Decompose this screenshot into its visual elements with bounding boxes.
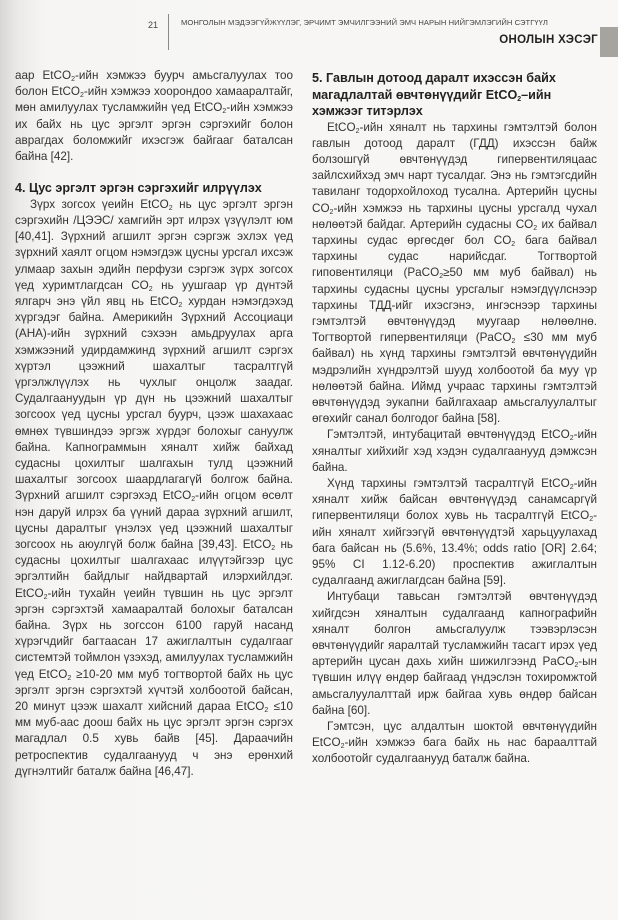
section-5-paragraph: Гэмтэлтэй, интубацитай өвчтөнүүдэд EtCO$_2$-ийн хяналтыг хийхийг хэд хэдэн судалгаанууд дэмжсэн байна. xyxy=(312,428,597,474)
section-title: ОНОЛЫН ХЭСЭГ xyxy=(499,34,598,46)
section-5-heading: 5. Гавлын дотоод даралт ихэссэн байх магадлалтай өвчтөнүүдийг EtCO$_2$–ийн хэмжээг титэрлэх xyxy=(312,71,556,118)
subscript: 2 xyxy=(355,127,360,135)
subscript: 2 xyxy=(178,301,183,309)
subscript: 2 xyxy=(589,516,594,524)
section-5-paragraph: EtCO$_2$-ийн хяналт нь тархины гэмтэлтэй болон гавлын дотоод даралт (ГДД) ихэссэн байж болзошгүй өвчтөнүүдэд гипервентиляцаас зайлсхийхэд эмч нарт тусалдаг. Энэ нь гэмтэгсдийн тавиланг тодорхойлоход тусална. Артерийн цусны $CO_2$-ийн хэмжээ нь тархины цусны урсгалд чухал нөлөөтэй байдаг. Артерийн судасны $CO_2$ их байвал тархины судас өргөсдөг бол $CO_2$ бага байвал тархины судас нарийсдаг. Тогтвортой гиповентиляци (PaCO$_2$≥50 мм муб байвал) нь тархины судасны цусны урсгалыг нэмэгдүүлснээр тархины ТДД-ийг ихэсгэнэ, ингэснээр тархины гэмтэлтэй өвчтөнүүдэд муугаар нөлөөлнө. Тогтвортой гипервентиляци (PaCO$_2$ ≤30 мм муб байвал) нь хүнд тархины гэмтэлтэй өвчтөнүүдийн мэдрэлийн хүндрэлтэй шууд холбоотой ба муу үр нөлөөтэй байна. Иймд учраас тархины гэмтэлтэй өвчтөнүүдэд эукапни байлгахаар амьсгалуулалтыг өгөхийг санал болгодог байна [58]. xyxy=(312,120,598,426)
subscript: 2 xyxy=(271,544,276,552)
subscript: 2 xyxy=(511,338,516,346)
subscript: 2 xyxy=(340,743,345,751)
header-divider xyxy=(168,14,169,50)
subscript: 2 xyxy=(80,92,84,100)
section-4-paragraph: Зүрх зогсох үеийн EtCO$_2$ нь цус эргэлт эргэн сэргэхийн /ЦЭЭС/ хамгийн эрт илрэх үзүүлэлт юм [40,41]. Зүрхний агшилт эргэн сэргэж эхлэх үед зүрхний хаялт огцом нэмэгдэж цусны урсгал ихсэж улмаар захын эдийн перфузи сэргэж зүрх зогсох үед хуримтлагдсан $CO_2$ нь уушгаар үр дүнтэй ялгарч энэ үйл явц нь EtCO$_2$ хурдан нэмэгдэхэд хүргэдэг байна. Америкийн Зүрхний Ассоциаци (АНА)-ийн зүрхний сэхээн амьдруулах арга хэмжээний удирдамжинд зүрхний агшилт сэргэх хүртэл цээжний шахалтыг тасралтгүй үргэлжлүүлэх нь чухлыг онцолж заадаг. Судалгаануудын үр дүн нь цээжний шахалтыг зогсоох үед цусны урсгал буурч, цээж шахахаас өмнөх түвшиндээ эргэж хүрдэг болохыг сануулж байна. Капнограммын хяналт хийж байхад судасны цохилтыг шалгахын тулд цээжний шахалтыг зогсоох шаардлагагүй болгож байна. Зүрхний агшилт сэргэхэд EtCO$_2$-ийн огцом өсөлт нэн даруй илрэх ба үүний дараа зүрхний агшилт, цусны даралтыг үнэлэх үед цээжний шахалтыг зогсоох нь аюулгүй болж байна [39,43]. EtCO$_2$ нь судасны цохилтыг шалгахаас илүүтэйгээр цус эргэлтийн байдлыг найдвартай илэрхийлдэг. EtCO$_2$-ийн тухайн үеийн түвшин нь цус эргэлт эргэн сэргэхтэй хамааралтай болохыг баталсан байна. Зүрх нь зогссон 6100 гаруй насанд хүрэгчдийг багтаасан 17 ажиглалтын судалгааг системтэй тоймлон үзэхэд, амилуулах тусламжийн үед EtCO$_2$ ≥10-20 мм муб тогтвортой байх нь цус эргэлт эргэн сэргэхтэй хүчтэй холбоотой байсан, 20 минут цээж шахалт хийсний дараа EtCO$_2$ ≤10 мм муб-аас доош байх нь цус эргэлт эргэн сэргэх магадлал 0.5 хувь байв [45]. Дараачийн ретроспектив судалгаанууд ч энэ ерөнхий дүгнэлтийг баталж байна [46,47]. xyxy=(15,197,293,778)
continued-paragraph: аар EtCO$_2$-ийн хэмжээ буурч амьсгалуулах тоо болон EtCO$_2$-ийн хэмжээ хоорондоо хамааралтайг, мөн амилуулах тусламжийн үед EtCO$_2$-ийн хэмжээ их байх нь цус эргэлт эргэн сэргэхийг болон аврагдах боломжийг ихэсгэж байгааг баталсан байна [42]. xyxy=(15,69,293,164)
subscript: 2 xyxy=(517,95,522,103)
journal-title: МОНГОЛЫН МЭДЭЭГҮЙЖҮҮЛЭГ, ЭРЧИМТ ЭМЧИЛГЭЭНИЙ ЭМЧ НАРЫН НИЙГЭМЛЭГИЙН СЭТГҮҮЛ xyxy=(181,18,548,27)
subscript: 2 xyxy=(71,76,75,83)
page-header xyxy=(0,0,618,60)
subscript: 2 xyxy=(264,707,269,715)
left-column xyxy=(15,68,293,780)
subscript: 2 xyxy=(168,204,173,212)
section-5-paragraph: Гэмтсэн, цус алдалтын шоктой өвчтөнүүдийн EtCO$_2$-ийн хэмжээ бага байх нь нас бараалттай холбоотойг судалгаанууд баталж байна. xyxy=(312,720,597,766)
subscript: 2 xyxy=(43,593,48,601)
subscript: 2 xyxy=(574,662,579,670)
section-4-heading: 4. Цус эргэлт эргэн сэргэхийг илрүүлэх xyxy=(15,181,262,196)
subscript: 2 xyxy=(511,240,516,248)
corner-tab xyxy=(600,27,618,57)
subscript: 2 xyxy=(533,224,538,232)
subscript: 2 xyxy=(148,285,153,293)
subscript: 2 xyxy=(569,483,574,491)
page-number: 21 xyxy=(148,20,159,30)
section-5-paragraph: Хүнд тархины гэмтэлтэй тасралтгүй EtCO$_2$-ийн хяналт хийж байсан өвчтөнүүдэд санамсаргүй гипервентиляци болох хувь нь тасралтгүй EtCO$_2$-ийн хяналт хийгээгүй өвчтөнүүдтэй харьцуулахад бага байсан нь (5.6%, 13.4%; odds ratio [OR] 2.64; 95% CI 1.12-6.20) проспектив ажиглалтын судалгаанд ажиглагдсан байна [59]. xyxy=(312,476,597,588)
section-5-paragraph: Интубаци тавьсан гэмтэлтэй өвчтөнүүдэд хийгдсэн хяналтын судалгаанд капнографийн хяналт болгон амьсгалуулж тээвэрлэсэн өвчтөнүүдийг яаралтай тусламжийн тасагт ирэх үед артерийн цусан дахь хийн шижилгээнд PaCO$_2$-ын түвшин илүү өндөр байгаад үндэслэн тохиромжтой амьсгалуулалттай ирж байгаа хувь өндөр байсан байна [60]. xyxy=(312,590,597,717)
subscript: 2 xyxy=(191,496,196,504)
subscript: 2 xyxy=(67,674,72,682)
subscript: 2 xyxy=(222,108,227,116)
subscript: 2 xyxy=(569,435,574,443)
subscript: 2 xyxy=(329,208,334,216)
subscript: 2 xyxy=(439,273,444,281)
right-column xyxy=(312,68,597,768)
